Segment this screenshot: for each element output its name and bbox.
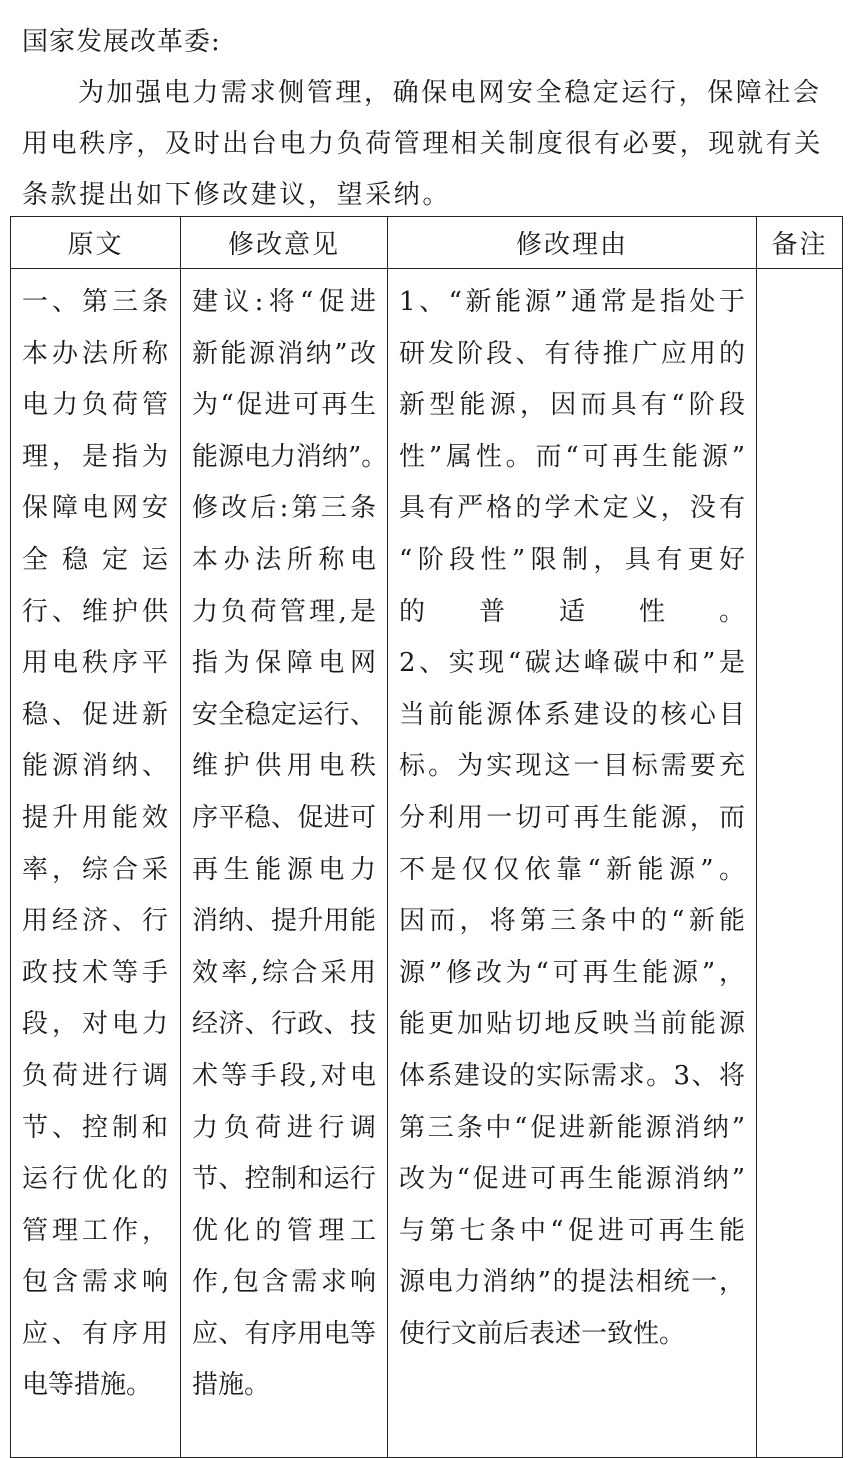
original-text-line: 电力负荷管 bbox=[22, 390, 168, 421]
reason-line: 分利用一切可再生能源，而 bbox=[399, 802, 745, 833]
original-text-line: 提升用能效 bbox=[22, 802, 168, 833]
reason-line: 1、“新能源”通常是指处于 bbox=[399, 287, 745, 317]
modification-line: 新能源消纳”改 bbox=[192, 338, 376, 369]
original-text-line: 政技术等手 bbox=[22, 957, 168, 988]
reason-line: 研发阶段、有待推广应用的 bbox=[399, 338, 745, 369]
modification-line: 消纳、提升用能 bbox=[192, 906, 376, 937]
modification-line: 力负荷管理,是 bbox=[192, 596, 376, 627]
modification-line: 节、控制和运行 bbox=[192, 1164, 376, 1195]
reason-line: 第三条中“促进新能源消纳” bbox=[399, 1112, 745, 1143]
modification-line: 能源电力消纳”。 bbox=[192, 441, 388, 472]
reason-line: 体系建设的实际需求。3、将 bbox=[399, 1060, 745, 1091]
modification-line: 作,包含需求响 bbox=[192, 1267, 376, 1298]
modification-line: 经济、行政、技 bbox=[192, 1009, 376, 1040]
original-text-line: 稳、促进新 bbox=[22, 699, 168, 730]
modification-line: 建议:将“促进 bbox=[192, 287, 376, 317]
original-text-line: 用电秩序平 bbox=[22, 648, 168, 679]
original-text-line: 包含需求响 bbox=[22, 1267, 168, 1298]
header-reason: 修改理由 bbox=[388, 217, 757, 269]
original-text-line: 应、有序用 bbox=[22, 1318, 168, 1349]
reason-line: 的普适性。 bbox=[399, 596, 745, 627]
original-text-line: 行、维护供 bbox=[22, 596, 168, 627]
modification-line: 修改后:第三条 bbox=[192, 493, 376, 524]
original-text-line: 负荷进行调 bbox=[22, 1060, 168, 1091]
amendment-table bbox=[10, 216, 843, 1458]
reason-line: 与第七条中“促进可再生能 bbox=[399, 1215, 745, 1246]
reason-line: 2、实现“碳达峰碳中和”是 bbox=[399, 648, 745, 679]
original-text-line: 理，是指为 bbox=[22, 441, 168, 472]
original-text-line: 段，对电力 bbox=[22, 1009, 168, 1040]
reason-line: 新型能源，因而具有“阶段 bbox=[399, 390, 745, 421]
salutation: 国家发展改革委: bbox=[22, 27, 221, 57]
reason-line: “阶段性”限制，具有更好 bbox=[399, 544, 745, 575]
header-modification: 修改意见 bbox=[181, 217, 388, 269]
modification-line: 术等手段,对电 bbox=[192, 1060, 376, 1091]
modification-line: 维护供用电秩 bbox=[192, 751, 376, 782]
reason-line: 因而，将第三条中的“新能 bbox=[399, 906, 745, 937]
modification-cell bbox=[181, 269, 388, 1458]
reason-line: 源电力消纳”的提法相统一， bbox=[399, 1267, 745, 1298]
reason-line: 不是仅仅依靠“新能源”。 bbox=[399, 854, 745, 885]
modification-line: 效率,综合采用 bbox=[192, 957, 376, 988]
intro-line: 条款提出如下修改建议，望采纳。 bbox=[22, 180, 452, 210]
original-text-line: 能源消纳、 bbox=[22, 751, 168, 782]
modification-line: 力负荷进行调 bbox=[192, 1112, 376, 1143]
intro-line: 用电秩序，及时出台电力负荷管理相关制度很有必要，现就有关 bbox=[22, 129, 823, 159]
original-text-cell bbox=[11, 269, 181, 1458]
reason-line: 能更加贴切地反映当前能源 bbox=[399, 1009, 745, 1040]
table-header-row bbox=[11, 217, 843, 269]
original-text-line: 节、控制和 bbox=[22, 1112, 168, 1143]
original-text-line: 一、第三条 bbox=[22, 287, 168, 317]
original-text-line: 本办法所称 bbox=[22, 338, 168, 369]
header-original: 原文 bbox=[11, 217, 181, 269]
reason-line: 改为“促进可再生能源消纳” bbox=[399, 1164, 745, 1195]
original-text-line: 保障电网安 bbox=[22, 493, 168, 524]
original-text-line: 全稳定运 bbox=[22, 544, 168, 575]
modification-line: 序平稳、促进可 bbox=[192, 802, 376, 833]
original-text-line: 用经济、行 bbox=[22, 906, 168, 937]
original-text-line: 运行优化的 bbox=[22, 1164, 168, 1195]
original-text-line: 电等措施。 bbox=[22, 1370, 153, 1401]
reason-cell bbox=[388, 269, 757, 1458]
reason-line: 标。为实现这一目标需要充 bbox=[399, 751, 745, 782]
modification-line: 安全稳定运行、 bbox=[192, 699, 376, 730]
reason-line: 当前能源体系建设的核心目 bbox=[399, 699, 745, 730]
modification-line: 应、有序用电等 bbox=[192, 1318, 376, 1349]
modification-line: 再生能源电力 bbox=[192, 854, 376, 885]
intro-line: 为加强电力需求侧管理，确保电网安全稳定运行，保障社会 bbox=[78, 78, 822, 108]
modification-line: 本办法所称电 bbox=[192, 544, 376, 575]
reason-line: 源”修改为“可再生能源”， bbox=[399, 957, 745, 988]
intro-paragraph bbox=[22, 68, 834, 221]
remarks-cell bbox=[757, 269, 843, 1458]
header-remarks: 备注 bbox=[757, 217, 843, 269]
reason-line: 具有严格的学术定义，没有 bbox=[399, 493, 745, 524]
original-text-line: 管理工作， bbox=[22, 1215, 168, 1246]
original-text-line: 率，综合采 bbox=[22, 854, 168, 885]
table-row bbox=[11, 269, 843, 1458]
modification-line: 指为保障电网 bbox=[192, 648, 376, 679]
modification-line: 优化的管理工 bbox=[192, 1215, 376, 1246]
reason-line: 使行文前后表述一致性。 bbox=[399, 1318, 686, 1349]
reason-line: 性”属性。而“可再生能源” bbox=[399, 441, 745, 472]
modification-line: 为“促进可再生 bbox=[192, 390, 376, 421]
modification-line: 措施。 bbox=[192, 1370, 271, 1401]
